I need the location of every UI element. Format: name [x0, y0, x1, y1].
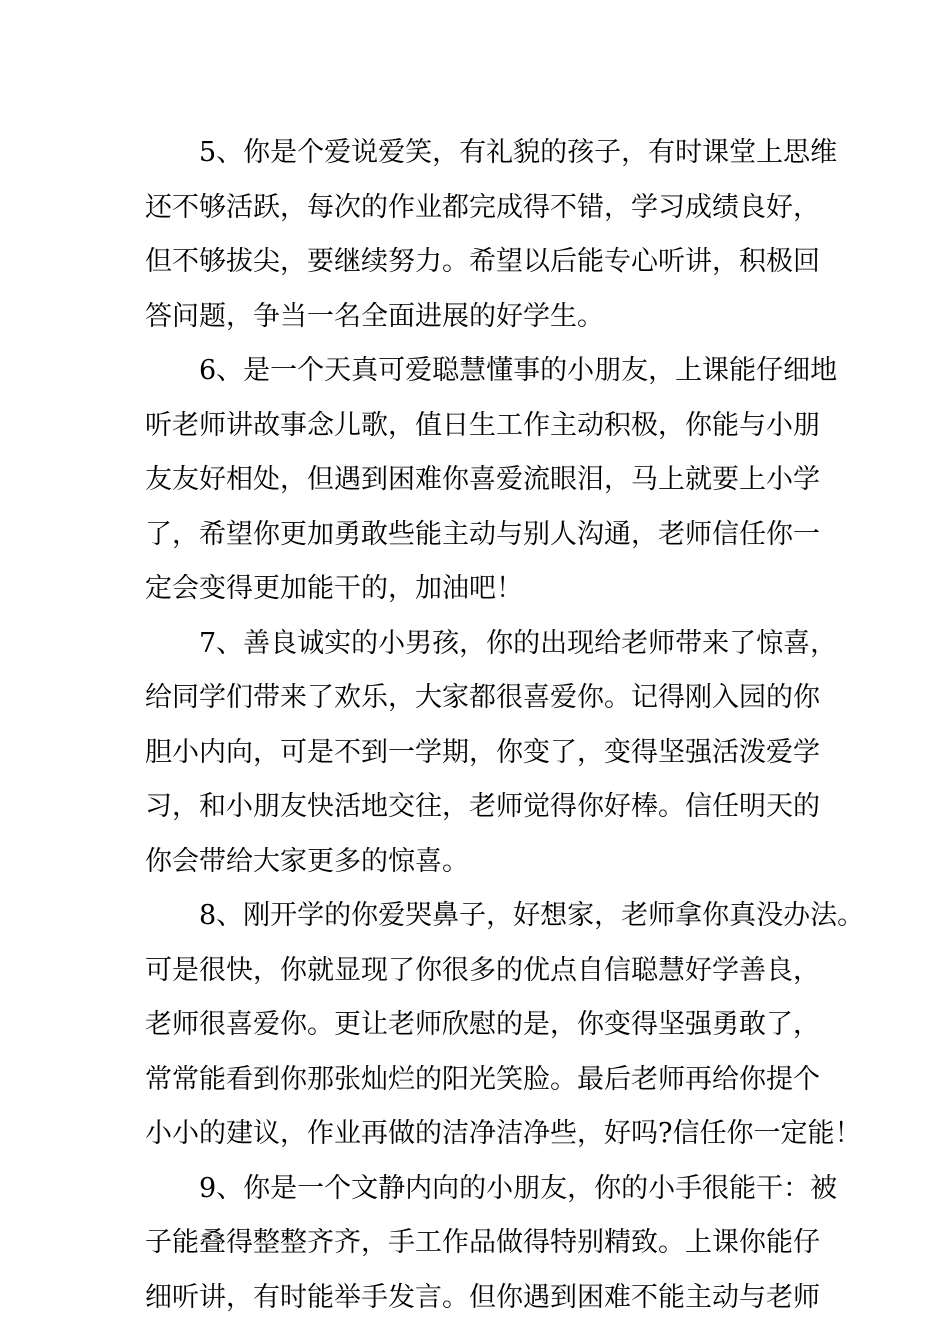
paragraph-line: 老师很喜爱你。更让老师欣慰的是，你变得坚强勇敢了， [145, 1009, 820, 1040]
paragraph-line: 常常能看到你那张灿烂的阳光笑脸。最后老师再给你提个 [145, 1063, 820, 1095]
paragraph-line: 你会带给大家更多的惊喜。 [145, 845, 469, 877]
paragraph-line: 7、善良诚实的小男孩，你的出现给老师带来了惊喜， [199, 627, 838, 659]
paragraph-line: 可是很快，你就显现了你很多的优点自信聪慧好学善良， [145, 954, 820, 986]
paragraph-line: 习，和小朋友快活地交往，老师觉得你好棒。信任明天的 [145, 791, 820, 822]
paragraph-line: 但不够拔尖，要继续努力。希望以后能专心听讲，积极回 [145, 246, 820, 277]
paragraph-7 [145, 617, 838, 890]
paragraph-line: 还不够活跃，每次的作业都完成得不错，学习成绩良好， [145, 191, 820, 223]
paragraph-line: 细听讲，有时能举手发言。但你遇到困难不能主动与老师 [145, 1281, 820, 1313]
paragraph-line: 答问题，争当一名全面进展的好学生。 [145, 300, 604, 332]
paragraph-line: 胆小内向，可是不到一学期，你变了，变得坚强活泼爱学 [145, 736, 820, 768]
paragraph-line: 9、你是一个文静内向的小朋友，你的小手很能干：被 [199, 1172, 838, 1204]
paragraph-5 [145, 126, 838, 344]
paragraph-9 [145, 1162, 838, 1326]
paragraph-line: 6、是一个天真可爱聪慧懂事的小朋友，上课能仔细地 [199, 355, 838, 386]
document-body [145, 126, 865, 1325]
paragraph-line: 5、你是个爱说爱笑，有礼貌的孩子，有时课堂上思维 [199, 137, 838, 168]
paragraph-6 [145, 344, 838, 617]
paragraph-8 [145, 889, 865, 1162]
paragraph-line: 子能叠得整整齐齐，手工作品做得特别精致。上课你能仔 [145, 1227, 820, 1258]
paragraph-line: 友友好相处，但遇到困难你喜爱流眼泪，马上就要上小学 [145, 464, 820, 495]
paragraph-line: 8、刚开学的你爱哭鼻子，好想家，老师拿你真没办法。 [199, 900, 865, 931]
paragraph-line: 听老师讲故事念儿歌，值日生工作主动积极，你能与小朋 [145, 409, 820, 441]
paragraph-line: 给同学们带来了欢乐，大家都很喜爱你。记得刚入园的你 [145, 682, 820, 713]
paragraph-line: 定会变得更加能干的，加油吧！ [145, 573, 523, 604]
paragraph-line: 小小的建议，作业再做的洁净洁净些，好吗?信任你一定能！ [145, 1118, 862, 1149]
paragraph-line: 了，希望你更加勇敢些能主动与别人沟通，老师信任你一 [145, 518, 820, 550]
